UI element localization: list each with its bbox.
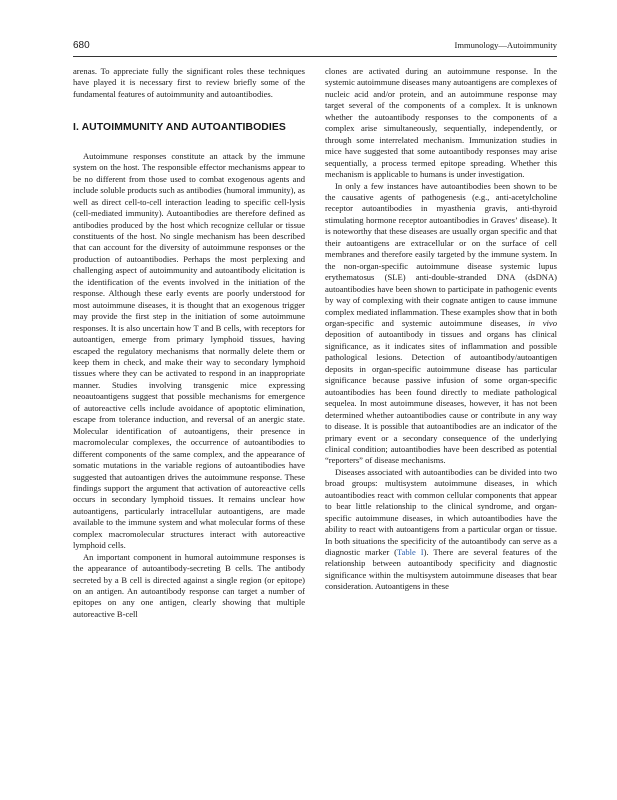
- paragraph-text: deposition of autoantibody in tissues and organs has clinical significance, as it indicates sites of inflammation and possible pathological lesions. Detection of autoantibody/autoantigen deposits in organ-specific autoimmune disease has particular significance because passive infusion of some organ-specific autoantibodies has been found directly to mediate pathological sequelea. In most autoimmune diseases, however, it has not been determined whether autoantibodies cause or contribute in any way to disease. It is possible that autoantibodies are an indicator of the primary event or a secondary consequence of the underlying clinical condition; autoantibodies have been described as potential “reporters” of disease mechanisms.: [325, 329, 557, 466]
- intro-paragraph: arenas. To appreciate fully the significant roles these techniques have played it is necessary first to review briefly some of the fundamental features of autoimmunity and autoantibodies.: [73, 66, 305, 99]
- section-heading: I. AUTOIMMUNITY AND AUTOANTIBODIES: [73, 122, 286, 134]
- paragraph-text: ). There are several features of the relationship between autoantibody specificity and diagnostic significance within the multisystem autoimmune diseases that bear consideration. Autoantigens in these: [325, 547, 557, 592]
- paragraph-text: In only a few instances have autoantibodies been shown to be the causative agents of pathogenesis (e.g., anti-acetylcholine receptor autoantibodies in myasthenia gravis, anti-thyroid stimulating hormone receptor autoantibodies in Graves’ disease). It is noteworthy that these diseases are usually organ specific and that their autoantigens are extracellular or on the surface of cell membranes and therefore easily targeted by the immune system. In the non-organ-specific autoimmune disease systemic lupus erythematosus (SLE) anti-double-stranded DNA (dsDNA) autoantibodies have been shown to participate in pathogenic events by way of complexing with their cognate antigen to cause immune complex mediated inflammation. These examples show that in both organ-specific and systemic autoimmune diseases,: [325, 180, 557, 328]
- page-number: 680: [73, 40, 90, 51]
- body-paragraph: Autoimmune responses constitute an attack by the immune system on the host. The responsible effector mechanisms appear to be no different from those used to combat exogenous agents and include soluble products such as antibodies (humoral immunity), as well as direct cell-to-cell interaction leading to specific cell-lysis (cell-mediated immunity). Autoantibodies are therefore defined as antibodies produced by the host which recognize cellular or tissue constituents of the host. No single mechanism has been described that can account for the diversity of autoimmune responses or the production of autoantibodies. Perhaps the most perplexing and challenging aspect of autoimmunity and autoantibody elicitation is the identification of the events involved in the initiation of the response. Although these early events are poorly understood for most autoimmune diseases, it is thought that an exogenous trigger may provide the first step in the initiation of some autoimmune responses. It is also uncertain how T and B cells, with receptors for autoantigen, emerge from primary lymphoid tissues, having escaped the regulatory mechanisms that normally delete them or keep them in check, and make their way to secondary lymphoid tissues where they can be activated to respond in an inappropriate manner. Studies involving transgenic mice expressing neoautoantigens suggest that possible mechanisms for emergence of autoreactive cells include avoidance of apoptotic elimination, escape from tolerance induction, and reversal of an anergic state. Molecular identification of autoantigens, their presence in macromolecular complexes, the occurrence of autoantibodies to different components of the same complex, and the appearance of somatic mutations in the variable regions of autoantibodies have suggested that autoantigen drives the autoimmune response. These findings support the argument that activation of autoreactive cells occurs in secondary lymphoid tissues. It remains unclear how autoantigens, particularly intracellular autoantigens, are made available to the immune system and what molecular forms of these complex macromolecular structures interact with autoreactive lymphoid cells.: [73, 150, 305, 551]
- body-paragraph: [325, 467, 557, 593]
- running-head: Immunology—Autoimmunity: [454, 40, 557, 50]
- in-vivo-italic: in vivo: [528, 317, 557, 328]
- right-column: [325, 66, 557, 593]
- paragraph-text: Diseases associated with autoantibodies can be divided into two broad groups: multisystem autoimmune diseases, in which autoantibodies react with common cellular components that appear to bear little relationship to the clinical syndrome, and organ-specific autoimmune diseases, in which autoantibodies have the ability to react with autoantigens from a particular organ or tissue. In both situations the specificity of the autoantibody can serve as a diagnostic marker (: [325, 466, 557, 558]
- body-paragraph: [325, 181, 557, 467]
- header-rule: [73, 56, 557, 57]
- left-column: [73, 66, 305, 620]
- table-link[interactable]: Table I: [396, 547, 424, 558]
- body-paragraph: clones are activated during an autoimmune response. In the systemic autoimmune diseases many autoantigens are complexes of nucleic acid and/or protein, and an autoimmune response may target several of the components of a complex. It is unknown whether the autoantibody responses to the components of a complex arise simultaneously, sequentially, independently, or through some interrelated mechanism. Immunization studies in mice have suggested that some autoantibody responses may arise sequentially, a process termed epitope spreading. Whether this mechanism is applicable to humans is under investigation.: [325, 66, 557, 180]
- body-paragraph: An important component in humoral autoimmune responses is the appearance of autoantibody-secreting B cells. The antibody secreted by a B cell is directed against a single region (or epitope) on an antigen. An autoantibody response can target a number of epitopes on any one antigen, clearly showing that multiple autoreactive B-cell: [73, 551, 305, 619]
